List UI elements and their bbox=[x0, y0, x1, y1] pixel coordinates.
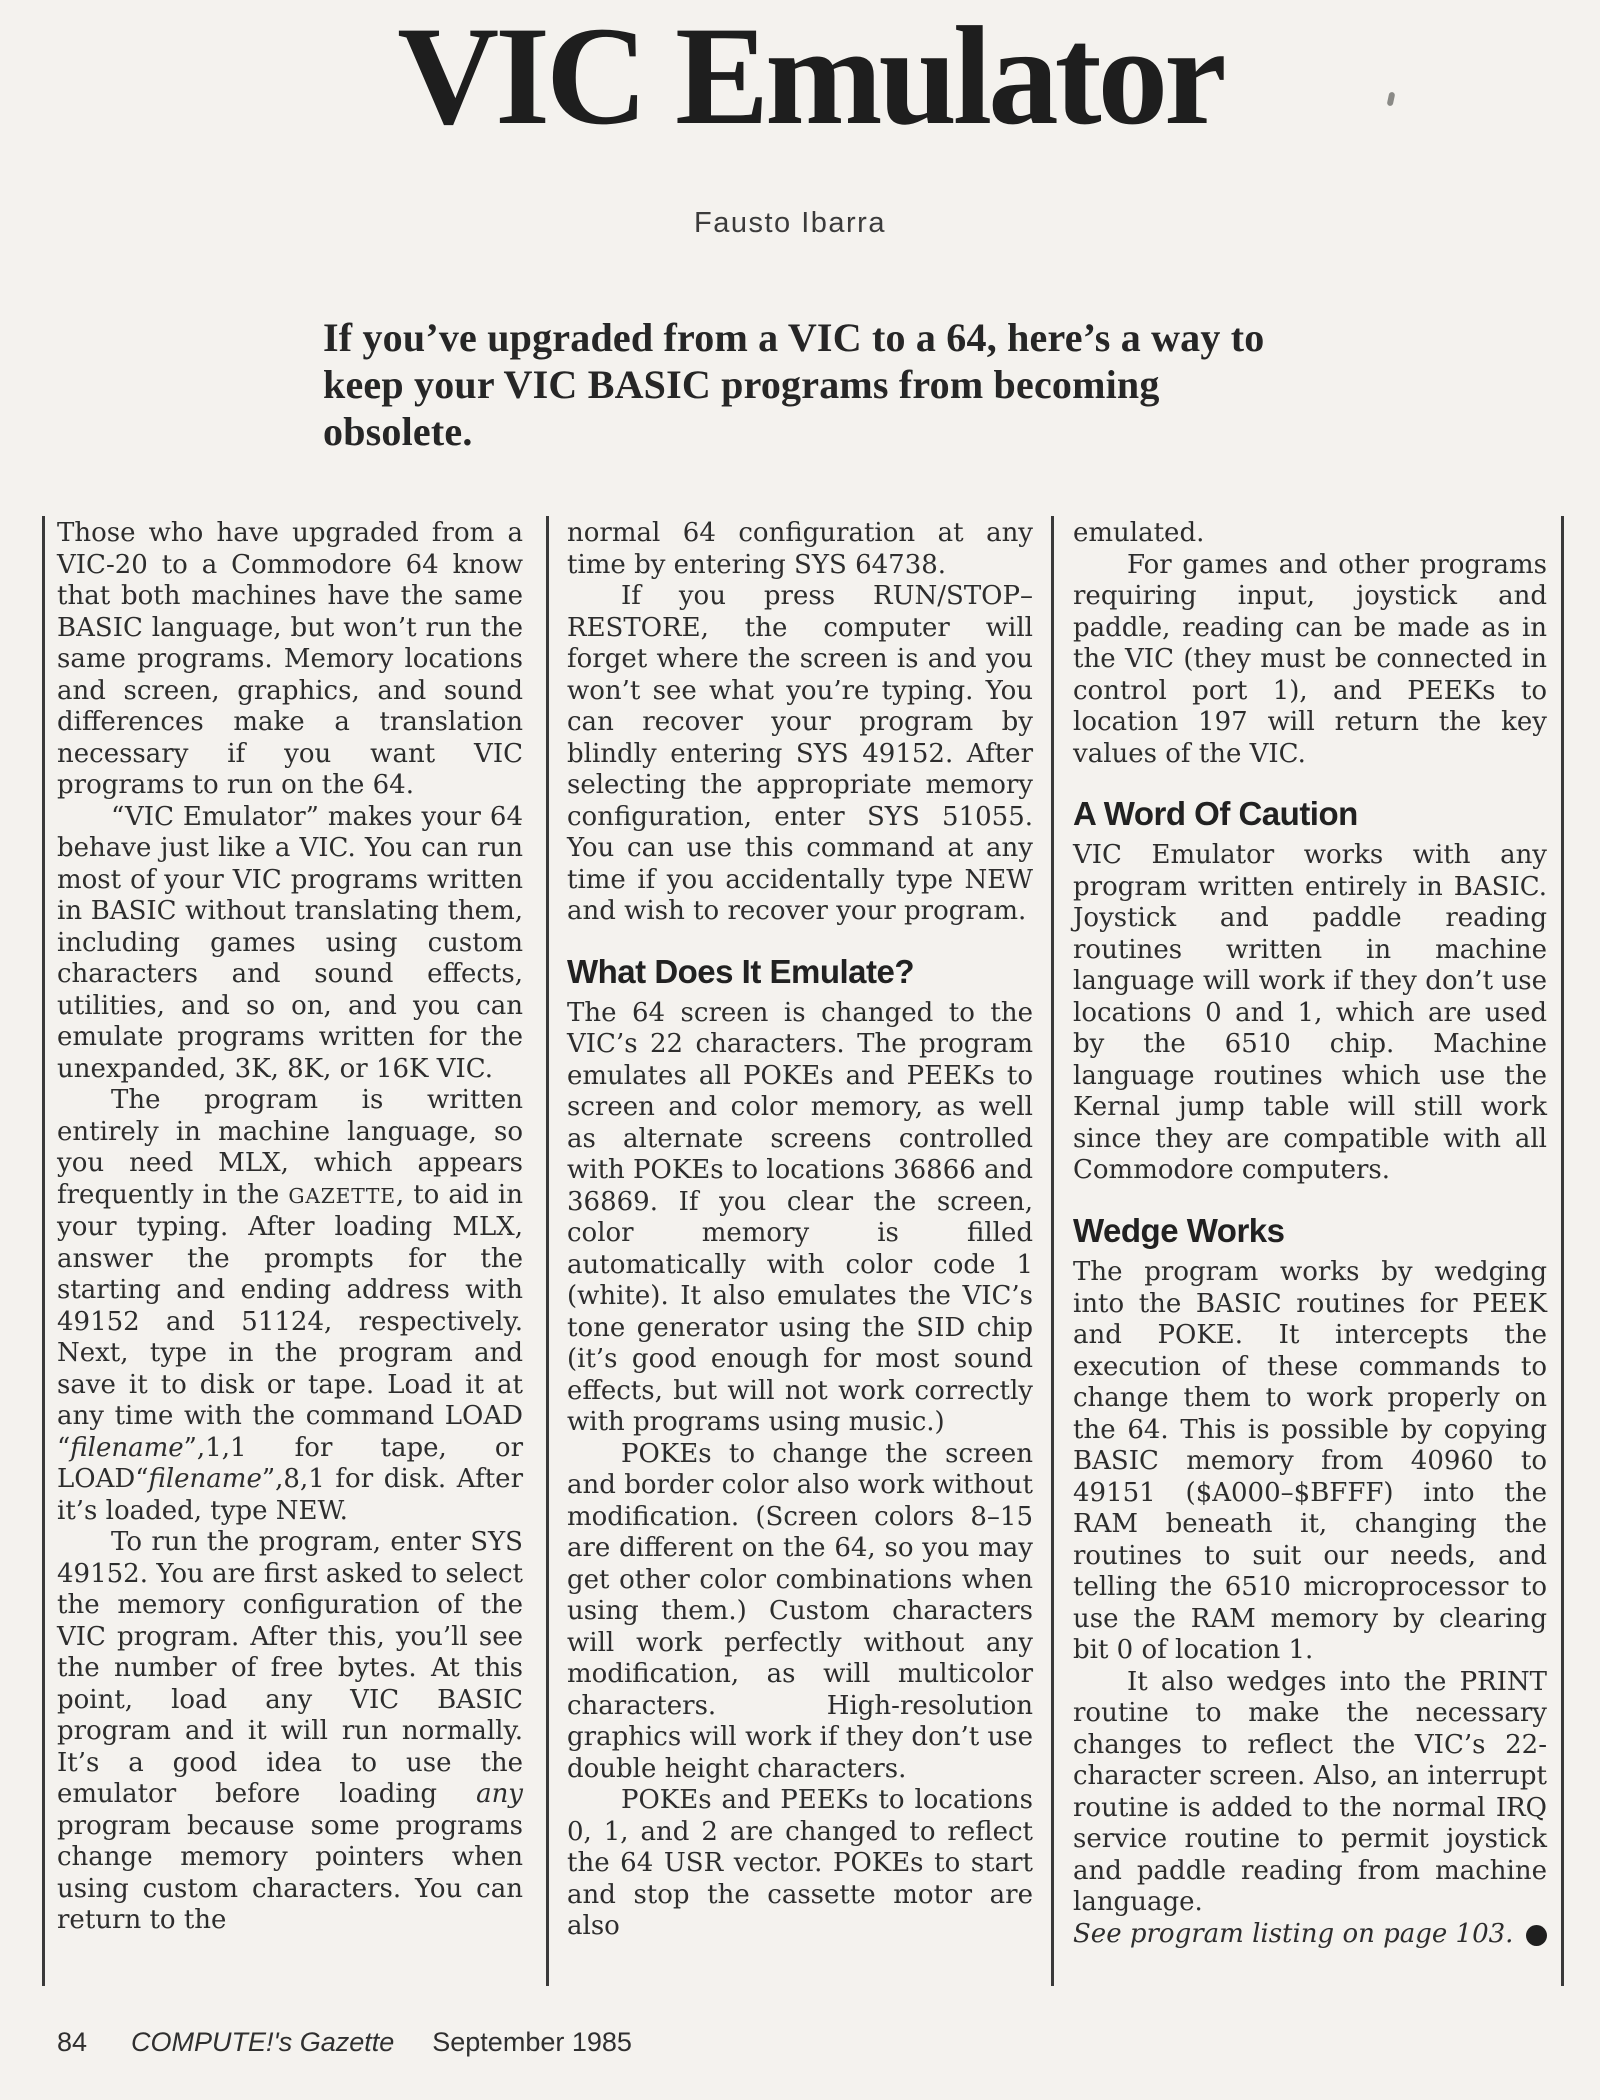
paragraph: See program listing on page 103. bbox=[1073, 1919, 1547, 1951]
column-rule-middle-2 bbox=[1051, 516, 1054, 1986]
column-rule-right bbox=[1561, 516, 1564, 1986]
text-column-1 bbox=[57, 518, 523, 1937]
paragraph: If you press RUN/STOP–RESTORE, the computer will forget where the screen is and you won’t see what you’re typing. You can recover your program by blindly entering SYS 49152. After selecting the appropriate memory configuration, enter SYS 51055. You can use this command at any time if you accidentally type NEW and wish to recover your program. bbox=[567, 581, 1033, 926]
section-heading: A Word Of Caution bbox=[1073, 795, 1358, 832]
text-column-2 bbox=[567, 518, 1033, 1943]
paragraph: For games and other programs requiring input, joystick and paddle, reading can be made as in the VIC (they must be connected in control port 1), and PEEKs to location 197 will return the key values of the VIC. bbox=[1073, 549, 1547, 769]
end-of-article-icon bbox=[1526, 1925, 1547, 1946]
paragraph: VIC Emulator works with any program written entirely in BASIC. Joystick and paddle reading routines written in machine language will work if they don’t use locations 0 and 1, which are used by the 6510 chip. Machine language routines which use the Kernal jump table will still work since they are compatible with all Commodore computers. bbox=[1073, 840, 1547, 1186]
section-heading: What Does It Emulate? bbox=[567, 952, 915, 990]
column-rule-left bbox=[42, 516, 45, 1986]
issue-date: September 1985 bbox=[432, 2027, 632, 2057]
page-footer bbox=[57, 2027, 632, 2058]
paragraph: POKEs and PEEKs to locations 0, 1, and 2 are changed to reflect the 64 USR vector. POKEs to start and stop the cassette motor are also bbox=[567, 1785, 1033, 1942]
text-column-3 bbox=[1073, 518, 1547, 1950]
article-author: Fausto Ibarra bbox=[694, 207, 886, 239]
paragraph: The program works by wedging into the BASIC routines for PEEK and POKE. It intercepts the execution of these commands to change them to work properly on the 64. This is possible by copying BASIC memory from 40960 to 49151 ($A000–$BFFF) into the RAM beneath it, changing the routines to suit our needs, and telling the 6510 microprocessor to use the RAM memory by clearing bit 0 of location 1. bbox=[1073, 1257, 1547, 1666]
paragraph: To run the program, enter SYS 49152. You are first asked to select the memory configuration of the VIC program. After this, you’ll see the number of free bytes. At this point, load any VIC BASIC program and it will run normally. It’s a good idea to use the emulator before loading any program because some programs change memory pointers when using custom characters. You can return to the bbox=[57, 1527, 523, 1935]
page-title: VIC Emulator bbox=[397, 0, 1223, 154]
page-number: 84 bbox=[57, 2027, 88, 2057]
paragraph: The program is written entirely in machine language, so you need MLX, which appears frequently in the GAZETTE, to aid in your typing. After loading MLX, answer the prompts for the starting and ending address with 49152 and 51124, respectively. Next, type in the program and save it to disk or tape. Load it at any time with the command LOAD “filename”,1,1 for tape, or LOAD“filename”,8,1 for disk. After it’s loaded, type NEW. bbox=[57, 1085, 523, 1526]
paragraph: emulated. bbox=[1073, 518, 1205, 548]
paragraph: Those who have upgraded from a VIC-20 to a Commodore 64 know that both machines have the same BASIC language, but won’t run the same programs. Memory locations and screen, graphics, and sound differences make a translation necessary if you want VIC programs to run on the 64. bbox=[57, 518, 523, 800]
paragraph: normal 64 configuration at any time by entering SYS 64738. bbox=[567, 518, 1033, 580]
paragraph: POKEs to change the screen and border color also work without modification. (Screen colors 8–15 are different on the 64, so you may get other color combinations when using them.) Custom characters will work perfectly without any modification, as will multicolor characters. High-resolution graphics will work if they don’t use double height characters. bbox=[567, 1438, 1033, 1784]
magazine-name: COMPUTE!'s Gazette bbox=[131, 2027, 395, 2057]
section-heading: Wedge Works bbox=[1073, 1211, 1285, 1249]
paragraph: The 64 screen is changed to the VIC’s 22 characters. The program emulates all POKEs and PEEKs to screen and color memory, as well as alternate screens controlled with POKEs to locations 36866 and 36869. If you clear the screen, color memory is filled automatically with color code 1 (white). It also emulates the VIC’s tone generator using the SID chip (it’s good enough for most sound effects, but will not work correctly with programs using music.) bbox=[567, 997, 1033, 1438]
column-rule-middle-1 bbox=[546, 516, 549, 1986]
article-deck: If you’ve upgraded from a VIC to a 64, here’s a way to keep your VIC BASIC programs from becoming obsolete. bbox=[323, 315, 1265, 454]
paragraph: It also wedges into the PRINT routine to make the necessary changes to reflect the VIC’s 22-character screen. Also, an interrupt routine is added to the normal IRQ service routine to permit joystick and paddle reading from machine language. bbox=[1073, 1666, 1547, 1918]
paragraph: “VIC Emulator” makes your 64 behave just like a VIC. You can run most of your VIC programs written in BASIC without translating them, including games using custom characters and sound effects, utilities, and so on, and you can emulate programs written for the unexpanded, 3K, 8K, or 16K VIC. bbox=[57, 801, 523, 1084]
